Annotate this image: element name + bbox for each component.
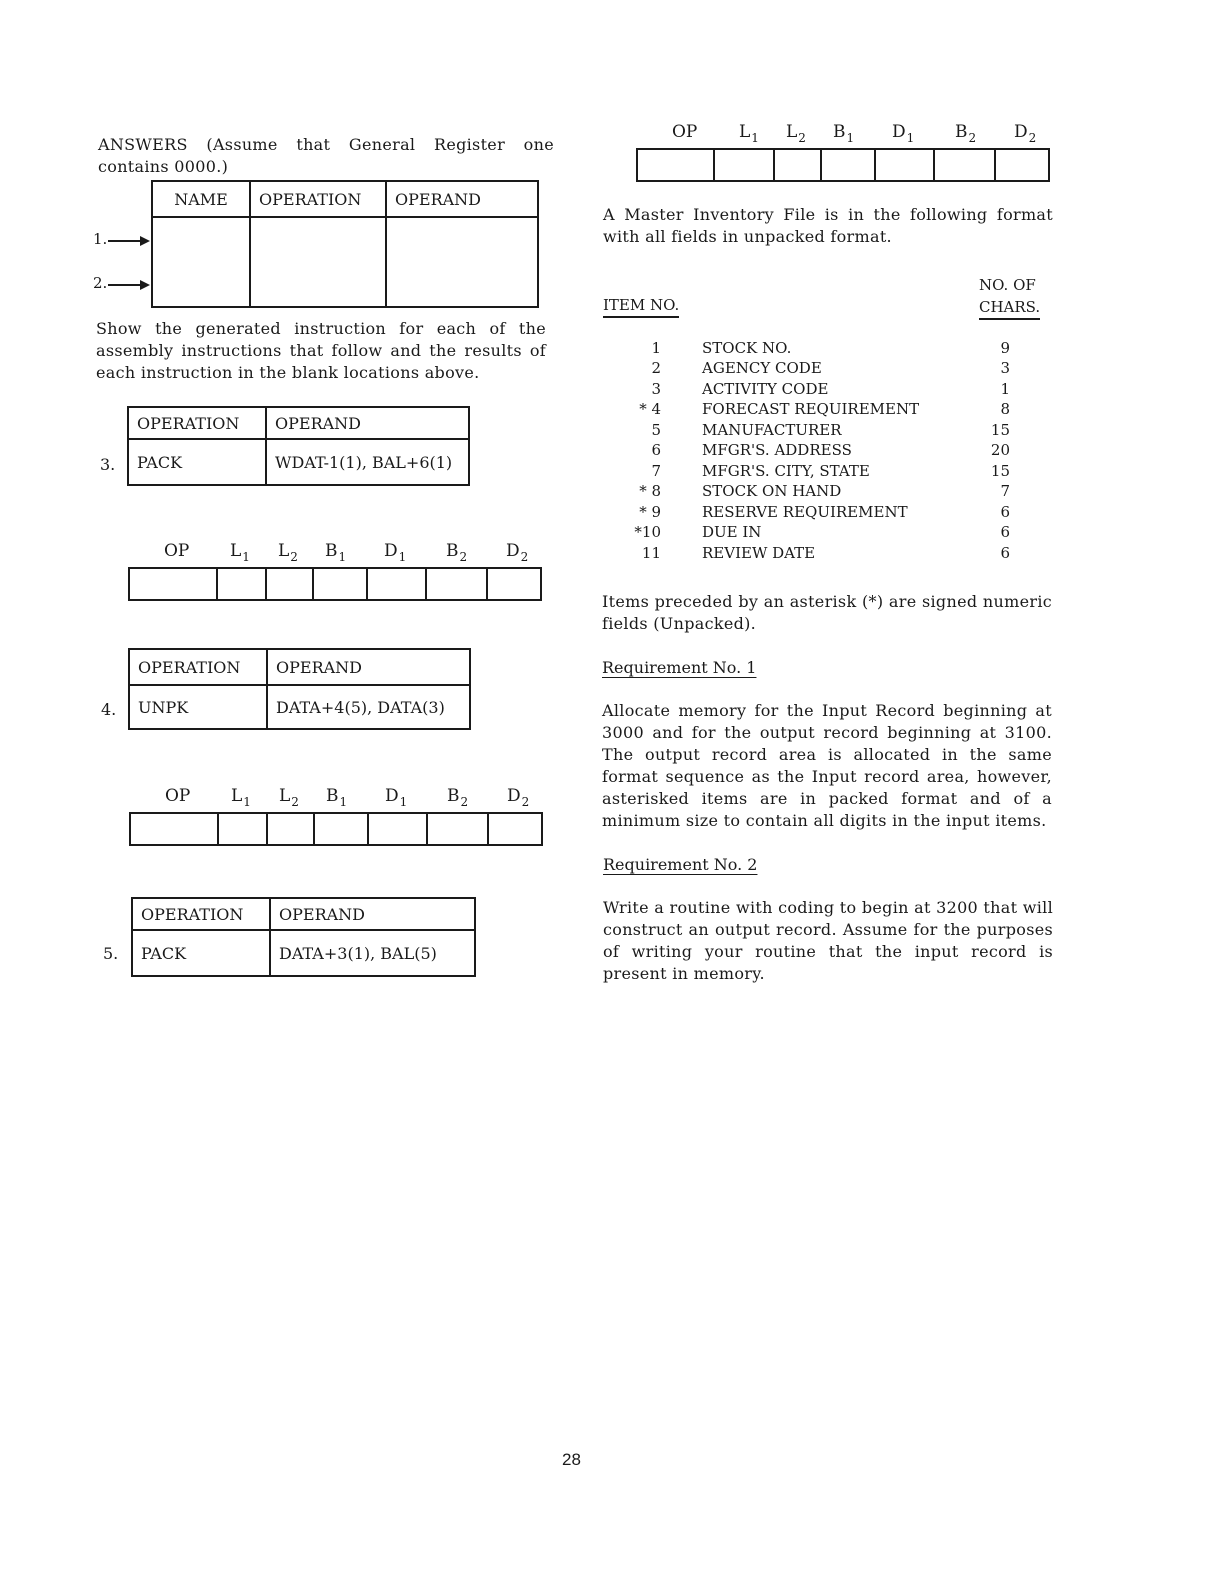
format-field-label: $B_1$ — [833, 122, 855, 145]
instruction-number: 4. — [101, 700, 117, 719]
answers-intro: ANSWERS (Assume that General Register one contains 0000.) — [98, 135, 554, 176]
asterisk-note: Items preceded by an asterisk (*) are signed numeric fields (Unpacked). — [602, 592, 1052, 633]
format-field-label: $D_2$ — [1014, 122, 1037, 145]
operation-value: PACK — [128, 439, 266, 485]
inventory-row: *10 DUE IN 6 — [634, 523, 1010, 541]
format-field-label: $B_2$ — [447, 786, 469, 809]
inventory-row: 1 STOCK NO. 9 — [651, 339, 1010, 357]
master-intro: A Master Inventory File is in the following format with all fields in unpacked format. — [603, 205, 1053, 246]
inventory-row: 7 MFGR'S. CITY, STATE 15 — [651, 462, 1010, 480]
inventory-row: 5 MANUFACTURER 15 — [651, 421, 1010, 439]
inventory-row: 11 REVIEW DATE 6 — [641, 544, 1010, 562]
operand-value: WDAT-1(1), BAL+6(1) — [266, 439, 469, 485]
format-field-label: $L_2$ — [786, 122, 806, 145]
arrow-right-icon — [140, 236, 150, 246]
operation-header: OPERATION — [128, 407, 266, 439]
format-field-label: $B_2$ — [955, 122, 977, 145]
instruction-number: 5. — [103, 944, 119, 963]
format-field-label: $B_1$ — [326, 786, 348, 809]
inventory-row: * 4 FORECAST REQUIREMENT 8 — [639, 400, 1010, 418]
format-field-label: $L_1$ — [739, 122, 759, 145]
instruction-table — [127, 406, 470, 486]
format-header-row — [129, 786, 543, 812]
answers-cell-operand[interactable] — [386, 217, 538, 307]
requirement-2-title: Requirement No. 2 — [603, 855, 758, 874]
answers-header-operation: OPERATION — [250, 181, 386, 217]
item-no-header — [603, 296, 679, 314]
format-boxes[interactable] — [636, 148, 1050, 182]
format-field-label: OP — [165, 786, 191, 806]
requirement-1-title: Requirement No. 1 — [602, 658, 757, 677]
format-field-label: $D_1$ — [385, 786, 408, 809]
answers-cell-operation[interactable] — [250, 217, 386, 307]
instruction-number: 3. — [100, 455, 116, 474]
operand-header: OPERAND — [270, 898, 475, 930]
instruction-table — [128, 648, 471, 730]
chars-header — [979, 274, 1049, 318]
inventory-row: 3 ACTIVITY CODE 1 — [651, 380, 1010, 398]
operation-header: OPERATION — [129, 649, 267, 685]
format-header-row — [128, 541, 542, 567]
instruction-table — [131, 897, 476, 977]
answers-table — [151, 180, 539, 308]
answers-header-operand: OPERAND — [386, 181, 538, 217]
operation-value: PACK — [132, 930, 270, 976]
format-header-row — [637, 122, 1051, 148]
chars-header-line-1: NO. OF — [979, 276, 1036, 294]
requirement-2-text: Write a routine with coding to begin at 3200 that will construct an output record. Assume for the purposes of writing your routine that the input record is present in memory. — [603, 898, 1053, 983]
operand-header: OPERAND — [267, 649, 470, 685]
arrow-right-icon — [140, 280, 150, 290]
answer-row-label-1: 1. — [93, 230, 108, 248]
operation-value: UNPK — [129, 685, 267, 729]
operand-header: OPERAND — [266, 407, 469, 439]
format-field-label: OP — [672, 122, 698, 142]
format-field-label: $L_1$ — [230, 541, 250, 564]
arrow-1-line — [108, 240, 142, 242]
format-field-label: $L_2$ — [278, 541, 298, 564]
format-boxes[interactable] — [129, 812, 543, 846]
format-field-label: $B_2$ — [446, 541, 468, 564]
inventory-row: 6 MFGR'S. ADDRESS 20 — [651, 441, 1010, 459]
format-field-label: OP — [164, 541, 190, 561]
inventory-row: * 9 RESERVE REQUIREMENT 6 — [639, 503, 1010, 521]
format-field-label: $D_1$ — [384, 541, 407, 564]
inventory-row: * 8 STOCK ON HAND 7 — [639, 482, 1010, 500]
format-field-label: $L_2$ — [279, 786, 299, 809]
operation-header: OPERATION — [132, 898, 270, 930]
page-number: 28 — [562, 1450, 581, 1469]
format-boxes[interactable] — [128, 567, 542, 601]
answer-row-label-2: 2. — [93, 274, 108, 292]
format-field-label: $D_1$ — [892, 122, 915, 145]
format-field-label: $B_1$ — [325, 541, 347, 564]
show-instructions-text: Show the generated instruction for each of the assembly instructions that follow and the results of each instruction in the blank locations above. — [96, 319, 546, 382]
format-field-label: $D_2$ — [507, 786, 530, 809]
answers-cell-name[interactable] — [152, 217, 250, 307]
format-field-label: $D_2$ — [506, 541, 529, 564]
requirement-1-text: Allocate memory for the Input Record beginning at 3000 and for the output record beginning at 3100. The output record area is allocated in the same format sequence as the Input record area, however, asterisked items are in packed format and of a minimum size to contain all digits in the input items. — [602, 701, 1052, 830]
operand-value: DATA+3(1), BAL(5) — [270, 930, 475, 976]
answers-header-name: NAME — [152, 181, 250, 217]
inventory-row: 2 AGENCY CODE 3 — [651, 359, 1010, 377]
format-field-label: $L_1$ — [231, 786, 251, 809]
operand-value: DATA+4(5), DATA(3) — [267, 685, 470, 729]
chars-header-line-2: CHARS. — [979, 298, 1040, 320]
item-no-header-text: ITEM NO. — [603, 296, 679, 318]
arrow-2-line — [108, 284, 142, 286]
